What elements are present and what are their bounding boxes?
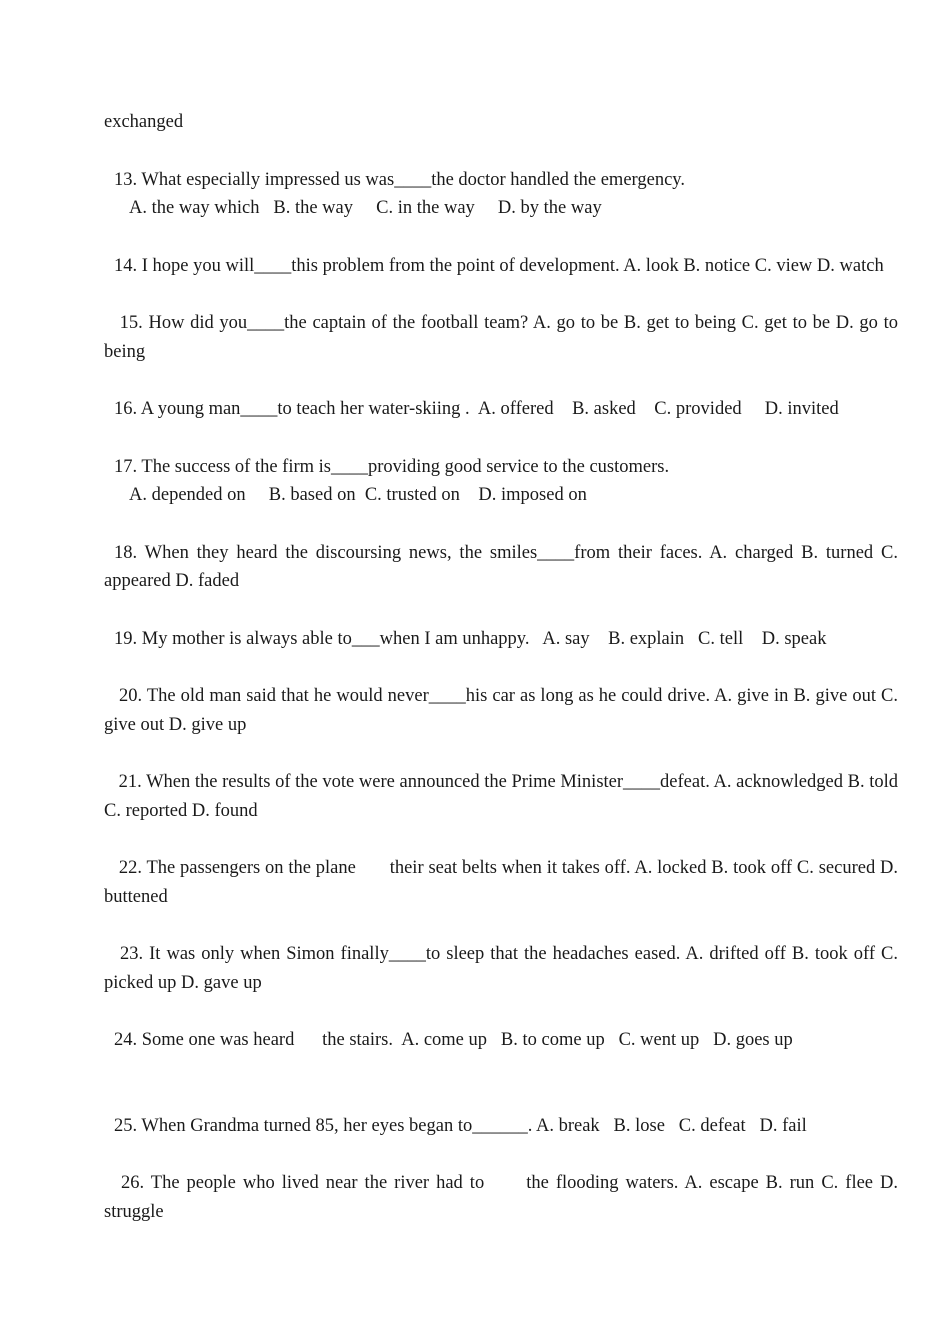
answer-blank: ____ (254, 255, 292, 276)
question-22: 22. The passengers on the plane their seat belts when it takes off. A. locked B. took off C. secured D. buttened (104, 858, 899, 907)
question-18: 18. When they heard the discoursing news, the smiles____from their faces. A. charged B. turned C. appeared D. faded (104, 542, 898, 591)
answer-blank: ____ (623, 772, 661, 792)
question-17: 17. The success of the firm is____providing good service to the customers. (114, 456, 670, 477)
answer-blank: ____ (388, 944, 426, 964)
question-21: 21. When the results of the vote were announced the Prime Minister____defeat. A. acknowledged B. told C. reported D. found (104, 772, 898, 821)
answer-blank: ______ (472, 1115, 528, 1136)
answer-blank (484, 1173, 526, 1193)
question-14: 14. I hope you will____this problem from the point of development. A. look B. notice C. view D. watch (114, 255, 884, 276)
question-23: 23. It was only when Simon finally____to sleep that the headaches eased. A. drifted off B. took off C. picked up D. gave up (104, 944, 898, 993)
question-17-options: A. depended on B. based on C. trusted on D. imposed on (129, 485, 587, 505)
answer-blank: ____ (331, 456, 368, 477)
question-19: 19. My mother is always able to___when I am unhappy. A. say B. explain C. tell D. speak (114, 628, 827, 649)
answer-blank: ____ (394, 169, 432, 190)
question-13: 13. What especially impressed us was____the doctor handled the emergency. (114, 169, 685, 190)
question-13-options: A. the way which B. the way C. in the way D. by the way (129, 198, 602, 218)
answer-blank: ____ (428, 686, 466, 706)
question-25: 25. When Grandma turned 85, her eyes began to______. A. break B. lose C. defeat D. fail (114, 1115, 807, 1136)
answer-blank (356, 858, 390, 878)
question-16: 16. A young man____to teach her water-skiing . A. offered B. asked C. provided D. invited (114, 399, 839, 419)
answer-blank: ____ (240, 399, 278, 419)
answer-blank: ____ (247, 313, 285, 333)
question-26: 26. The people who lived near the river had to the flooding waters. A. escape B. run C. flee D. struggle (104, 1173, 898, 1222)
lead-word: exchanged (104, 112, 184, 132)
answer-blank (294, 1030, 322, 1050)
answer-blank: ____ (537, 542, 575, 563)
answer-blank: ___ (351, 628, 380, 649)
question-15: 15. How did you____the captain of the football team? A. go to be B. get to being C. get to be D. go to being (104, 313, 898, 362)
document-page (104, 108, 898, 1226)
question-24: 24. Some one was heard the stairs. A. come up B. to come up C. went up D. goes up (114, 1030, 793, 1050)
question-20: 20. The old man said that he would never____his car as long as he could drive. A. give in B. give out C. give out D. give up (104, 686, 898, 735)
